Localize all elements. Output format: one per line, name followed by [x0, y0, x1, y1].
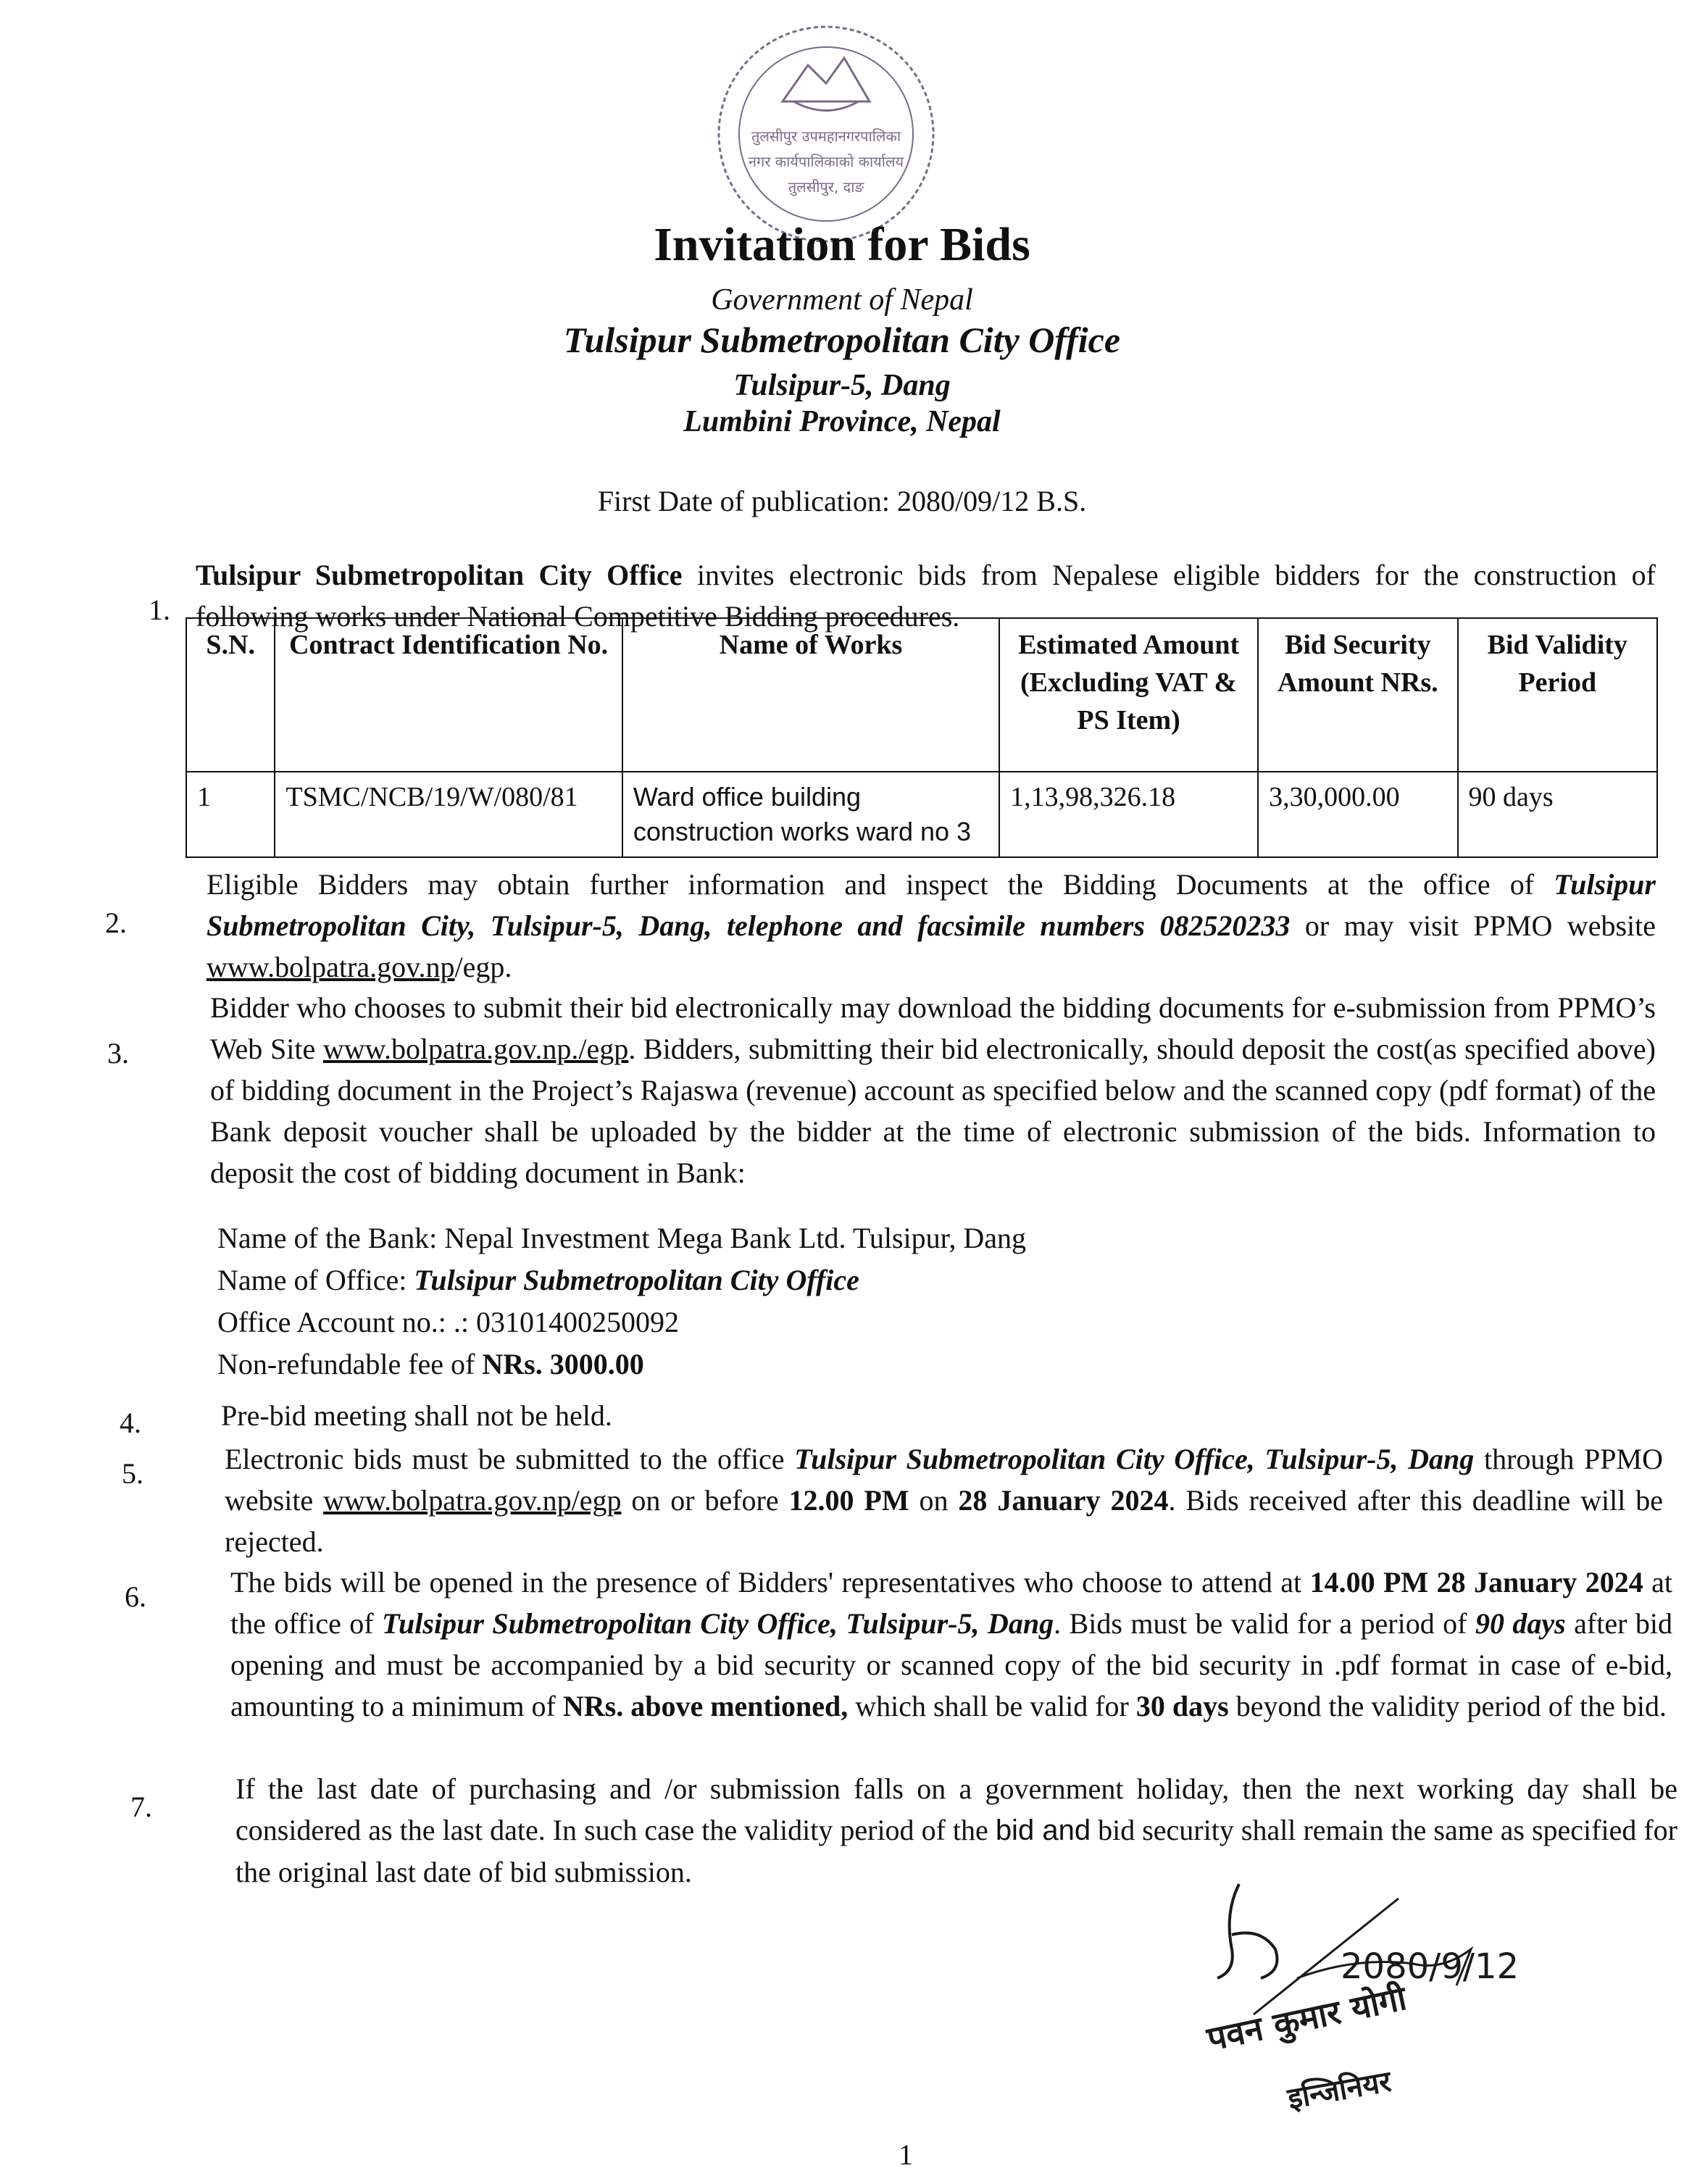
item-number: 4.: [120, 1406, 141, 1439]
table-row: [186, 772, 1657, 857]
item-2-part: Eligible Bidders may obtain further information and inspect the Bidding Documents at the office of: [207, 868, 1554, 901]
deadline-time: 12.00 PM: [788, 1484, 909, 1517]
cell-sn: 1: [186, 772, 275, 857]
government-seal-icon: [714, 22, 938, 246]
item-5-part: on or before: [621, 1484, 789, 1517]
works-table: [186, 617, 1658, 858]
document-title: Invitation for Bids: [654, 218, 1030, 271]
office-value: Tulsipur Submetropolitan City Office: [414, 1264, 859, 1296]
item-6-part: The bids will be opened in the presence of Bidders' representatives who choose to attend at: [230, 1566, 1310, 1599]
seal-text-3: तुलसीपुर, दाङ: [788, 178, 864, 196]
item-number: 3.: [107, 1037, 129, 1070]
handwritten-signature: [1196, 1870, 1543, 2145]
office-address-bold: Tulsipur Submetropolitan City Office, Tulsipur-5, Dang: [794, 1443, 1475, 1475]
item-number: 7.: [130, 1791, 152, 1823]
cell-contract-id: TSMC/NCB/19/W/080/81: [275, 772, 622, 857]
office-contact-bold: Tulsipur Submetropolitan City, Tulsipur-5, Dang, telephone and facsimile numbers 082520233: [207, 868, 1656, 942]
item-number: 6.: [125, 1580, 146, 1613]
item-3-part: Bidder who chooses to submit their bid electronically may download the bidding documents for e-submission from PPMO’s Web Site: [210, 991, 1656, 1065]
government-name: Government of Nepal: [711, 283, 973, 317]
item-4-text: Pre-bid meeting shall not be held.: [221, 1399, 612, 1432]
seal-text-1: तुलसीपुर उपमहानगरपालिका: [751, 128, 901, 145]
item-7-part: If the last date of purchasing and /or submission falls on a government holiday, then the next working day shall be considered as the last date. In such case the validity period of the: [235, 1772, 1677, 1846]
item-number: 2.: [105, 906, 127, 939]
signature-date: 2080/9/12: [1341, 1946, 1520, 1987]
table-header-row: [186, 618, 1657, 772]
item-2-part: or may visit PPMO website: [1290, 909, 1656, 942]
cell-validity: 90 days: [1458, 772, 1657, 857]
office-name: Tulsipur Submetropolitan City Office: [563, 320, 1121, 360]
item-number: 5.: [122, 1457, 143, 1490]
office-address-bold: Tulsipur Submetropolitan City Office, Tulsipur-5, Dang: [382, 1607, 1054, 1640]
fee-line: [217, 1343, 1594, 1385]
header-sn: S.N.: [186, 618, 275, 772]
security-amount-ref: NRs. above mentioned,: [562, 1690, 849, 1722]
fee-value: NRs. 3000.00: [482, 1348, 644, 1380]
header-estimated-amount: Estimated Amount (Excluding VAT & PS Item): [999, 618, 1258, 772]
office-province: Lumbini Province, Nepal: [683, 405, 1001, 438]
ppmo-link[interactable]: www.bolpatra.gov.np: [207, 951, 455, 983]
security-validity-days: 30 days: [1135, 1690, 1229, 1722]
item-6-part: . Bids must be valid for a period of: [1054, 1607, 1475, 1640]
item-2-part: /egp.: [454, 951, 512, 983]
signatory-name: पवन कुमार योगी: [1204, 1977, 1410, 2059]
item-5-part: Electronic bids must be submitted to the office: [225, 1443, 795, 1475]
cell-bid-security: 3,30,000.00: [1258, 772, 1457, 857]
header-name-of-works: Name of Works: [622, 618, 999, 772]
office-name-line: [217, 1259, 1594, 1301]
office-label: Name of Office:: [217, 1264, 414, 1296]
item-5-part: . Bids received after this deadline will be rejected.: [225, 1484, 1664, 1558]
header-bid-security: Bid Security Amount NRs.: [1258, 618, 1457, 772]
account-number-line: Office Account no.: .: 03101400250092: [217, 1306, 679, 1338]
office-address: Tulsipur-5, Dang: [733, 369, 951, 402]
item-1-body: invites electronic bids from Nepalese eligible bidders for the construction of following works under National Competitive Bidding procedures.: [196, 559, 1656, 633]
bank-name-line: Name of the Bank: Nepal Investment Mega Bank Ltd. Tulsipur, Dang: [217, 1222, 1026, 1254]
publication-date: First Date of publication: 2080/09/12 B.S.: [597, 485, 1087, 517]
item-6-part: which shall be valid for: [848, 1690, 1136, 1722]
header-contract-id: Contract Identification No.: [275, 618, 622, 772]
office-name-bold: Tulsipur Submetropolitan City Office: [196, 559, 683, 591]
ppmo-link[interactable]: www.bolpatra.gov.np./egp: [322, 1033, 629, 1065]
seal-text-2: नगर कार्यपालिकाको कार्यालय: [748, 153, 904, 170]
opening-time: 14.00 PM 28 January 2024: [1309, 1566, 1643, 1599]
fee-label: Non-refundable fee of: [217, 1348, 483, 1380]
item-5-part: through PPMO website: [225, 1443, 1664, 1517]
item-3-text: [210, 987, 1656, 1193]
ppmo-link[interactable]: www.bolpatra.gov.np/egp: [323, 1484, 622, 1517]
item-6-part: beyond the validity period of the bid.: [1228, 1690, 1667, 1722]
item-6-part: after bid opening and must be accompanied by a bid security or scanned copy of the bid security in .pdf format in case of e-bid, amounting to a minimum of: [230, 1607, 1672, 1722]
item-2-text: [207, 864, 1656, 988]
item-5-part: on: [909, 1484, 959, 1517]
item-6-text: [230, 1562, 1672, 1727]
item-6-part: at the office of: [230, 1566, 1672, 1640]
cell-estimated-amount: 1,13,98,326.18: [999, 772, 1258, 857]
item-5-text: [225, 1438, 1663, 1562]
page-number: 1: [899, 2138, 913, 2171]
item-7-part: bid security shall remain the same as specified for the original last date of bid submission.: [235, 1814, 1677, 1888]
signatory-designation: इन्जिनियर: [1285, 2064, 1394, 2116]
item-number: 1.: [149, 593, 170, 626]
item-3-part: . Bidders, submitting their bid electronically, should deposit the cost(as specified above) of bidding document in the Project’s Rajaswa (revenue) account as specified below and the scanned copy (pdf format) of the Bank deposit voucher shall be uploaded by the bidder at the time of electronic submission of the bids. Information to deposit the cost of bidding document in Bank:: [210, 1033, 1656, 1189]
item-7-part: bid and: [995, 1814, 1091, 1846]
header-bid-validity: Bid Validity Period: [1458, 618, 1657, 772]
deadline-date: 28 January 2024: [958, 1484, 1169, 1517]
validity-days: 90 days: [1475, 1607, 1566, 1640]
cell-name-of-works: Ward office building construction works ward no 3: [622, 772, 999, 857]
